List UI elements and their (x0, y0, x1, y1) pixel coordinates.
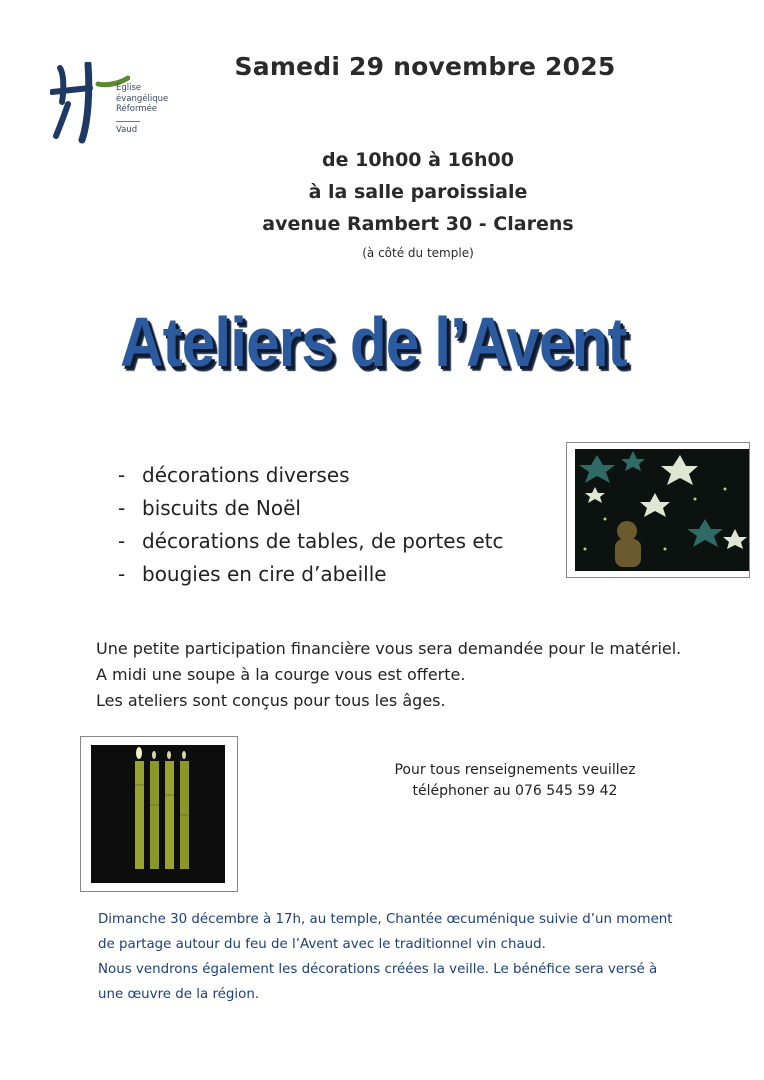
logo-line: Réformée (116, 104, 158, 114)
footer-line: Nous vendrons également les décorations créées la veille. Le bénéfice sera versé à (98, 962, 658, 977)
sunday-announcement (98, 907, 748, 1007)
workshop-list (118, 459, 504, 591)
list-item-label: décorations diverses (142, 463, 350, 487)
headline: Ateliers de l’Avent (120, 303, 627, 381)
contact-phone: téléphoner au 076 545 59 42 (412, 783, 618, 799)
address-note: (à côté du temple) (362, 246, 474, 260)
footer-line: Dimanche 30 décembre à 17h, au temple, Chantée œcuménique suivie d’un moment (98, 912, 673, 927)
bullet: - (118, 496, 126, 520)
event-time: de 10h00 à 16h00 (322, 149, 514, 171)
note-line: Les ateliers sont conçus pour tous les âges. (96, 691, 446, 710)
logo-line: Vaud (116, 125, 138, 135)
list-item (118, 459, 504, 492)
bullet: - (118, 463, 126, 487)
logo-line: évangélique (116, 93, 169, 104)
event-address: avenue Rambert 30 - Clarens (262, 213, 574, 235)
candles-photo (80, 736, 238, 892)
footer-line: une œuvre de la région. (98, 987, 260, 1002)
list-item (118, 525, 504, 558)
logo-divider (116, 115, 140, 122)
note-line: Une petite participation financière vous sera demandée pour le matériel. (96, 639, 682, 658)
star-cookies-photo (566, 442, 750, 578)
practical-notes (96, 636, 681, 714)
bullet: - (118, 529, 126, 553)
list-item-label: décorations de tables, de portes etc (142, 529, 504, 553)
event-venue: à la salle paroissiale (308, 181, 528, 203)
footer-line: de partage autour du feu de l’Avent avec le traditionnel vin chaud. (98, 937, 546, 952)
list-item (118, 492, 504, 525)
bullet: - (118, 562, 126, 586)
list-item-label: bougies en cire d’abeille (142, 562, 387, 586)
candles-illustration (91, 745, 225, 883)
church-logo (50, 62, 180, 157)
contact-info (370, 760, 660, 802)
event-date: Samedi 29 novembre 2025 (234, 52, 616, 81)
list-item-label: biscuits de Noël (142, 496, 301, 520)
contact-line: Pour tous renseignements veuillez (394, 762, 636, 778)
list-item (118, 558, 504, 591)
note-line: A midi une soupe à la courge vous est offerte. (96, 665, 466, 684)
logo-text (116, 83, 168, 136)
logo-line: Eglise (116, 83, 142, 93)
star-cookies-illustration (575, 449, 749, 571)
